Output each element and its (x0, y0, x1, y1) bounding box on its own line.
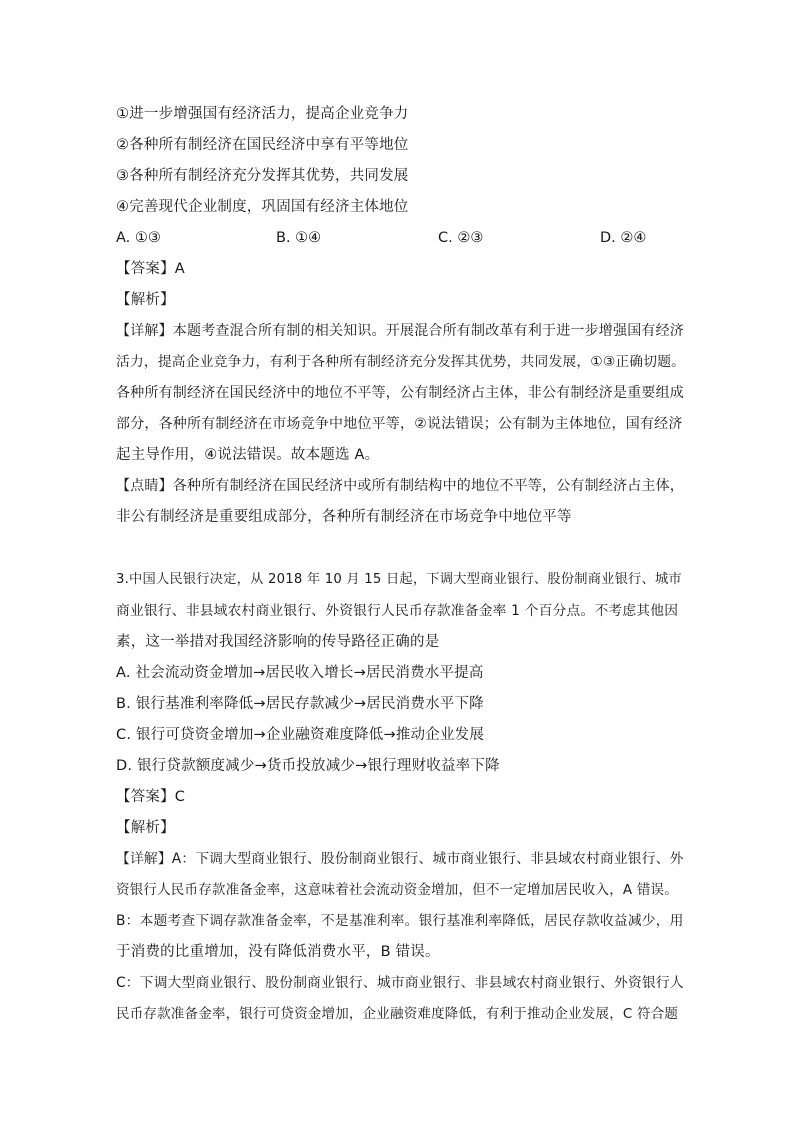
q3-detail-line: C：下调大型商业银行、股份制商业银行、城市商业银行、非县域农村商业银行、外资银行人 (116, 975, 684, 991)
statement-3: ③各种所有制经济充分发挥其优势，共同发展 (116, 168, 409, 184)
q2-option-d: D. ②④ (600, 230, 647, 246)
q3-detail-line: 【详解】A：下调大型商业银行、股份制商业银行、城市商业银行、非县域农村商业银行、外 (116, 851, 684, 867)
q2-detail-line: 活力，提高企业竞争力，有利于各种所有制经济充分发挥其优势，共同发展，①③正确切题。 (116, 354, 686, 370)
q2-detail-line: 【详解】本题考查混合所有制的相关知识。开展混合所有制改革有利于进一步增强国有经济 (116, 323, 684, 339)
q3-detail-line: 资银行人民币存款准备金率，这意味着社会流动资金增加，但不一定增加居民收入，A 错误。 (116, 882, 678, 898)
q2-detail-line: 起主导作用，④说法错误。故本题选 A。 (116, 447, 380, 463)
statement-2: ②各种所有制经济在国民经济中享有平等地位 (116, 137, 409, 153)
q3-option-a: A. 社会流动资金增加→居民收入增长→居民消费水平提高 (116, 665, 484, 681)
q3-stem-line: 商业银行、非县域农村商业银行、外资银行人民币存款准备金率 1 个百分点。不考虑其他因 (116, 603, 679, 619)
q3-option-d: D. 银行贷款额度减少→货币投放减少→银行理财收益率下降 (116, 758, 500, 774)
q3-detail-line: 民币存款准备金率，银行可贷资金增加，企业融资难度降低，有利于推动企业发展，C 符合题 (116, 1006, 679, 1022)
q3-detail-line: B：本题考查下调存款准备金率，不是基准利率。银行基准利率降低，居民存款收益减少，用 (116, 913, 684, 929)
q2-option-a: A. ①③ (116, 230, 161, 246)
q3-stem-line: 素，这一举措对我国经济影响的传导路径正确的是 (116, 634, 440, 650)
q2-comment-line: 非公有制经济是重要组成部分，各种所有制经济在市场竞争中地位平等 (116, 509, 572, 525)
q2-option-c: C. ②③ (438, 230, 484, 246)
q3-detail-line: 于消费的比重增加，没有降低消费水平，B 错误。 (116, 944, 440, 960)
statement-4: ④完善现代企业制度，巩固国有经济主体地位 (116, 199, 409, 215)
q2-analysis-heading: 【解析】 (116, 292, 175, 308)
q3-analysis-heading: 【解析】 (116, 820, 175, 836)
q3-option-c: C. 银行可贷资金增加→企业融资难度降低→推动企业发展 (116, 727, 485, 743)
q2-answer: 【答案】A (116, 261, 185, 277)
q2-detail-line: 各种所有制经济在国民经济中的地位不平等，公有制经济占主体，非公有制经济是重要组成 (116, 385, 684, 401)
q3-answer: 【答案】C (116, 789, 186, 805)
q2-option-b: B. ①④ (276, 230, 322, 246)
statement-1: ①进一步增强国有经济活力，提高企业竞争力 (116, 106, 409, 122)
q2-comment-line: 【点睛】各种所有制经济在国民经济中或所有制结构中的地位不平等，公有制经济占主体， (116, 478, 684, 494)
q3-option-b: B. 银行基准利率降低→居民存款减少→居民消费水平下降 (116, 696, 484, 712)
q2-detail-line: 部分，各种所有制经济在市场竞争中地位平等，②说法错误；公有制为主体地位，国有经济 (116, 416, 683, 432)
q3-stem-line: 3.中国人民银行决定，从 2018 年 10 月 15 日起，下调大型商业银行、股份制商业银行、城市 (116, 572, 682, 587)
